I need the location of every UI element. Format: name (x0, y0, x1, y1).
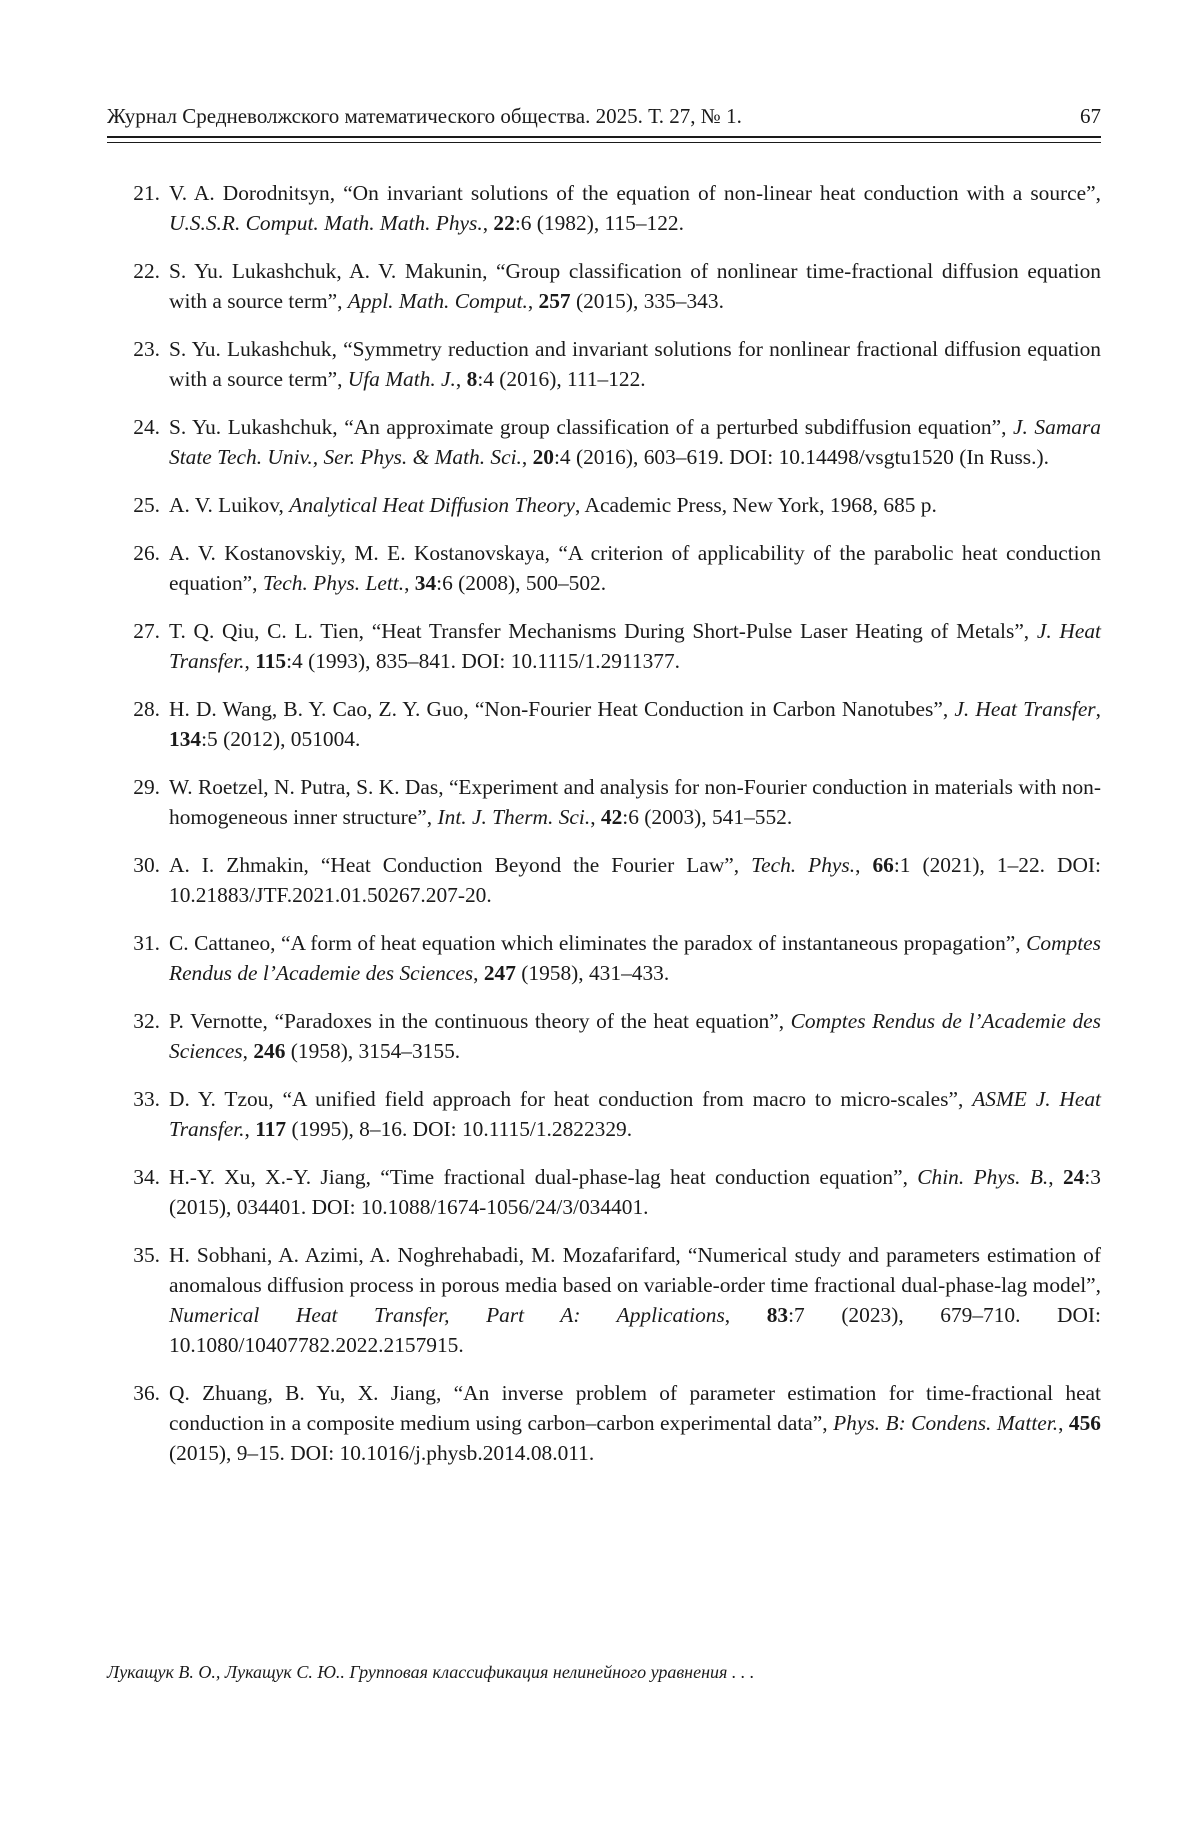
reference-volume: 22 (493, 211, 515, 235)
reference-segment: C. Cattaneo, “A form of heat equation which eliminates the paradox of instantaneous propagation”, (169, 931, 1027, 955)
reference-volume: 246 (253, 1039, 286, 1063)
reference-item (107, 1378, 1101, 1468)
reference-segment: S. Yu. Lukashchuk, “Symmetry reduction and invariant solutions for nonlinear fractional diffusion equation with a source term”, (169, 337, 1101, 391)
reference-number: 21. (133, 181, 160, 205)
reference-segment: (1958), 3154–3155. (285, 1039, 461, 1063)
reference-volume: 115 (255, 649, 287, 673)
reference-number: 30. (133, 853, 160, 877)
reference-segment: D. Y. Tzou, “A unified field approach for heat conduction from macro to micro-scales”, (169, 1087, 973, 1111)
reference-text (169, 1084, 1101, 1144)
reference-text (169, 256, 1101, 316)
reference-segment: , (521, 445, 533, 469)
reference-segment: , (590, 805, 601, 829)
reference-item (107, 490, 1101, 520)
reference-text (169, 850, 1101, 910)
reference-item (107, 1240, 1101, 1360)
reference-venue: Phys. B: Condens. Matter. (833, 1411, 1059, 1435)
reference-number: 22. (133, 259, 160, 283)
reference-segment: :5 (2012), 051004. (201, 727, 361, 751)
reference-segment: , (1095, 697, 1101, 721)
reference-volume: 20 (532, 445, 554, 469)
reference-segment: :6 (2008), 500–502. (436, 571, 607, 595)
reference-volume: 66 (872, 853, 894, 877)
reference-segment: H.-Y. Xu, X.-Y. Jiang, “Time fractional dual-phase-lag heat conduction equation”, (169, 1165, 918, 1189)
reference-segment: :6 (1982), 115–122. (514, 211, 684, 235)
reference-segment: , (1048, 1165, 1063, 1189)
reference-segment: S. Yu. Lukashchuk, “An approximate group classification of a perturbed subdiffusion equation”, (169, 415, 1014, 439)
reference-text (169, 1162, 1101, 1222)
reference-segment: T. Q. Qiu, C. L. Tien, “Heat Transfer Mechanisms During Short-Pulse Laser Heating of Metals”, (169, 619, 1037, 643)
reference-venue: Int. J. Therm. Sci. (437, 805, 591, 829)
reference-number: 29. (133, 775, 160, 799)
reference-segment: , (244, 1117, 256, 1141)
reference-segment: (1958), 431–433. (515, 961, 670, 985)
reference-number: 35. (133, 1243, 160, 1267)
reference-segment: :3 (2015), 034401. DOI: 10.1088/1674-1056/24/3/034401. (169, 1165, 1101, 1219)
reference-list (107, 178, 1101, 1486)
page-number: 67 (1080, 104, 1101, 128)
reference-text (169, 694, 1101, 754)
reference-text (169, 178, 1101, 238)
reference-item (107, 178, 1101, 238)
reference-volume: 257 (538, 289, 571, 313)
reference-segment: :4 (2016), 111–122. (477, 367, 646, 391)
reference-item (107, 412, 1101, 472)
reference-item (107, 850, 1101, 910)
reference-text (169, 490, 1101, 520)
reference-item (107, 334, 1101, 394)
reference-number: 25. (133, 493, 160, 517)
header-rule-thin (107, 142, 1101, 143)
reference-volume: 8 (466, 367, 478, 391)
reference-volume: 34 (414, 571, 437, 595)
reference-venue: ASME J. Heat Transfer. (169, 1087, 1101, 1141)
reference-number: 36. (133, 1381, 160, 1405)
running-header (107, 104, 1101, 129)
reference-venue: Chin. Phys. B. (917, 1165, 1049, 1189)
reference-text (169, 1006, 1101, 1066)
reference-venue: J. Heat Transfer. (169, 619, 1102, 673)
reference-segment: , Academic Press, New York, 1968, 685 p. (575, 493, 937, 517)
reference-number: 31. (133, 931, 160, 955)
reference-item (107, 1084, 1101, 1144)
reference-segment: :1 (2021), 1–22. DOI: 10.21883/JTF.2021.01.50267.207-20. (169, 853, 1101, 907)
reference-text (169, 334, 1101, 394)
reference-venue: J. Samara State Tech. Univ., Ser. Phys. & Math. Sci. (169, 415, 1101, 469)
reference-item (107, 1006, 1101, 1066)
reference-text (169, 1378, 1101, 1468)
reference-segment: , (527, 289, 539, 313)
reference-segment: , (724, 1303, 767, 1327)
reference-segment: :4 (2016), 603–619. DOI: 10.14498/vsgtu1520 (In Russ.). (553, 445, 1049, 469)
reference-volume: 83 (766, 1303, 789, 1327)
reference-venue: Appl. Math. Comput. (347, 289, 528, 313)
running-footer: Лукащук В. О., Лукащук С. Ю.. Групповая классификация нелинейного уравнения . . . (107, 1662, 755, 1682)
reference-item (107, 928, 1101, 988)
reference-volume: 117 (255, 1117, 287, 1141)
reference-item (107, 694, 1101, 754)
reference-item (107, 616, 1101, 676)
reference-venue: Ufa Math. J. (347, 367, 456, 391)
reference-segment: A. V. Luikov, (169, 493, 290, 517)
reference-venue: Comptes Rendus de l’Academie des Sciences (169, 931, 1101, 985)
reference-text (169, 412, 1101, 472)
reference-segment: :4 (1993), 835–841. DOI: 10.1115/1.2911377. (286, 649, 681, 673)
reference-segment: :7 (2023), 679–710. DOI: 10.1080/10407782.2022.2157915. (169, 1303, 1101, 1357)
reference-segment: (1995), 8–16. DOI: 10.1115/1.2822329. (286, 1117, 633, 1141)
reference-item (107, 256, 1101, 316)
journal-title: Журнал Средневолжского математического общества. 2025. Т. 27, № 1. (107, 104, 742, 128)
reference-venue: Analytical Heat Diffusion Theory (289, 493, 576, 517)
reference-number: 32. (133, 1009, 160, 1033)
reference-item (107, 538, 1101, 598)
reference-number: 26. (133, 541, 160, 565)
reference-text (169, 928, 1101, 988)
reference-text (169, 1240, 1101, 1360)
reference-segment: , (244, 649, 256, 673)
reference-venue: Tech. Phys. (751, 853, 856, 877)
reference-number: 24. (133, 415, 160, 439)
reference-venue: Numerical Heat Transfer, Part A: Applications (169, 1303, 725, 1327)
reference-venue: U.S.S.R. Comput. Math. Math. Phys. (169, 211, 483, 235)
reference-number: 27. (133, 619, 160, 643)
reference-segment: , (404, 571, 415, 595)
reference-segment: H. Sobhani, A. Azimi, A. Noghrehabadi, M. Mozafarifard, “Numerical study and parameters estimation of anomalous diffusion process in porous media based on variable-order time fractional dual-phase-lag model”, (169, 1243, 1101, 1297)
reference-number: 28. (133, 697, 160, 721)
reference-volume: 456 (1068, 1411, 1101, 1435)
reference-number: 33. (133, 1087, 160, 1111)
reference-item (107, 772, 1101, 832)
reference-venue: Tech. Phys. Lett. (262, 571, 405, 595)
reference-segment: (2015), 335–343. (570, 289, 724, 313)
reference-segment: A. I. Zhmakin, “Heat Conduction Beyond the Fourier Law”, (169, 853, 752, 877)
reference-segment: Q. Zhuang, B. Yu, X. Jiang, “An inverse problem of parameter estimation for time-fractional heat conduction in a composite medium using carbon–carbon experimental data”, (169, 1381, 1101, 1435)
reference-volume: 24 (1062, 1165, 1085, 1189)
reference-text (169, 616, 1101, 676)
reference-text (169, 772, 1101, 832)
header-rule-thick (107, 136, 1101, 138)
reference-item (107, 1162, 1101, 1222)
reference-volume: 134 (169, 727, 202, 751)
reference-segment: W. Roetzel, N. Putra, S. K. Das, “Experiment and analysis for non-Fourier conduction in materials with non-homogeneous inner structure”, (169, 775, 1101, 829)
reference-segment: , (482, 211, 494, 235)
reference-segment: A. V. Kostanovskiy, M. E. Kostanovskaya, “A criterion of applicability of the parabolic heat conduction equation”, (169, 541, 1101, 595)
reference-segment: , (473, 961, 484, 985)
reference-volume: 247 (483, 961, 516, 985)
reference-segment: V. A. Dorodnitsyn, “On invariant solutions of the equation of non-linear heat conduction with a source”, (169, 181, 1101, 205)
reference-number: 23. (133, 337, 160, 361)
reference-number: 34. (133, 1165, 160, 1189)
reference-segment: , (855, 853, 873, 877)
reference-segment: , (242, 1039, 254, 1063)
reference-volume: 42 (600, 805, 623, 829)
reference-segment: P. Vernotte, “Paradoxes in the continuous theory of the heat equation”, (169, 1009, 791, 1033)
reference-text (169, 538, 1101, 598)
reference-segment: S. Yu. Lukashchuk, A. V. Makunin, “Group classification of nonlinear time-fractional diffusion equation with a source term”, (169, 259, 1101, 313)
reference-segment: H. D. Wang, B. Y. Cao, Z. Y. Guo, “Non-Fourier Heat Conduction in Carbon Nanotubes”, (169, 697, 955, 721)
reference-venue: Comptes Rendus de l’Academie des Sciences (169, 1009, 1101, 1063)
reference-venue: J. Heat Transfer (954, 697, 1096, 721)
reference-segment: (2015), 9–15. DOI: 10.1016/j.physb.2014.08.011. (169, 1441, 595, 1465)
reference-segment: , (1058, 1411, 1069, 1435)
reference-segment: , (455, 367, 467, 391)
reference-segment: :6 (2003), 541–552. (622, 805, 793, 829)
